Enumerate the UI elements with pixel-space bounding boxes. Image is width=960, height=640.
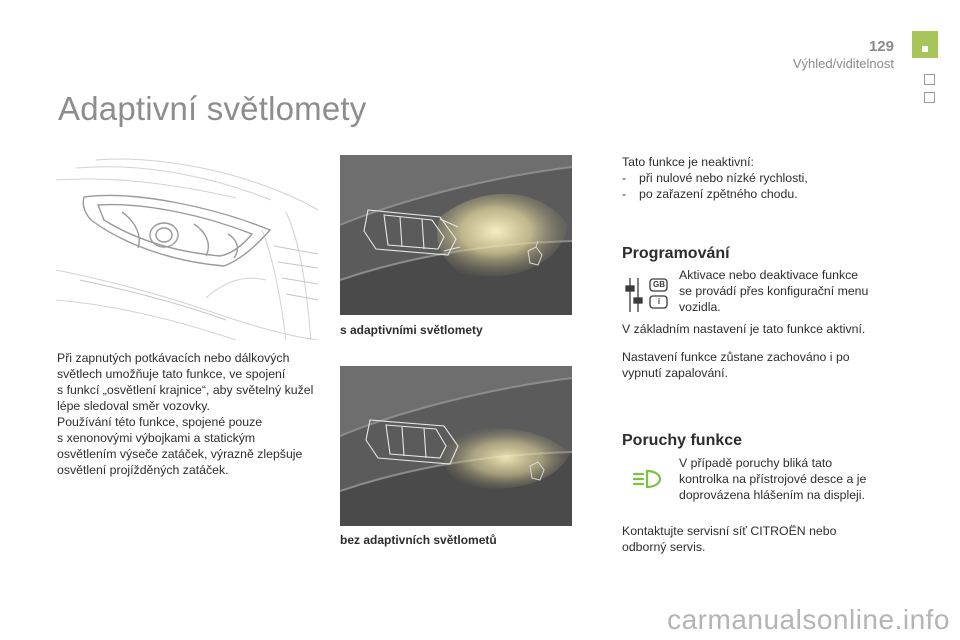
faults-description <box>679 455 889 503</box>
intro-line: s xenonovými výbojkami a statickým <box>57 431 256 445</box>
list-item <box>622 186 882 202</box>
page-title: Adaptivní světlomety <box>58 90 367 127</box>
section-title: Výhled/viditelnost <box>792 56 894 71</box>
chapter-tab-active[interactable] <box>912 31 938 58</box>
description-line: Aktivace nebo deaktivace funkce <box>679 268 859 282</box>
intro-line: osvětlením výseče zatáček, výrazně zlepšuje <box>57 447 303 461</box>
description-line: vozidla. <box>679 300 721 314</box>
programming-description <box>679 267 889 315</box>
description-line: V případě poruchy bliká tato <box>679 456 833 470</box>
list-item <box>622 170 882 186</box>
icon-badge-language: GB <box>653 280 665 289</box>
road-illustration-adaptive <box>340 155 572 315</box>
road-illustration-standard <box>340 366 572 526</box>
intro-paragraph <box>57 350 327 478</box>
faults-heading: Poruchy funkce <box>622 432 743 449</box>
inactive-intro: Tato funkce je neaktivní: <box>622 155 754 169</box>
intro-line: světlech umožňuje tato funkce, ve spojení <box>57 367 286 381</box>
intro-line: Při zapnutých potkávacích nebo dálkových <box>57 351 290 365</box>
note-line: Nastavení funkce zůstane zachováno i po <box>622 350 850 364</box>
inactive-conditions <box>622 154 882 202</box>
description-line: se provádí přes konfigurační menu <box>679 284 869 298</box>
intro-line: osvětlení projížděných zatáček. <box>57 463 229 477</box>
standard-beam-drawing <box>340 366 572 526</box>
intro-line: Používání této funkce, spojené pouze <box>57 415 263 429</box>
list-dash: - <box>622 171 627 185</box>
caption-without-adaptive: bez adaptivních světlometů <box>340 533 497 547</box>
chapter-tab[interactable] <box>924 74 935 85</box>
list-item-text: při nulové nebo nízké rychlosti, <box>639 171 808 185</box>
description-line: doprovázena hlášením na displeji. <box>679 488 865 502</box>
caption-with-adaptive: s adaptivními světlomety <box>340 323 483 337</box>
chapter-tab[interactable] <box>924 92 935 103</box>
intro-line: lépe sledoval směr vozovky. <box>57 399 210 413</box>
page-number: 129 <box>868 38 894 55</box>
note-line: vypnutí zapalování. <box>622 366 728 380</box>
note-line: Kontaktujte servisní síť CITROËN nebo <box>622 524 837 538</box>
programming-heading: Programování <box>622 245 730 262</box>
retained-setting-note <box>622 349 882 381</box>
adaptive-headlight-warning-light <box>631 468 663 490</box>
icon-badge-info: i <box>657 297 661 306</box>
list-item-text: po zařazení zpětného chodu. <box>639 187 798 201</box>
note-line: odborný servis. <box>622 540 706 554</box>
headlight-drawing <box>56 150 318 340</box>
description-line: kontrolka na přístrojové desce a je <box>679 472 867 486</box>
config-menu-icon <box>624 276 670 314</box>
headlight-warning-icon <box>631 468 663 490</box>
list-dash: - <box>622 187 627 201</box>
intro-line: s funkcí „osvětlení krajnice“, aby světelný kužel <box>57 383 314 397</box>
headlight-illustration <box>56 150 318 340</box>
watermark: carmanualsonline.info <box>667 604 950 635</box>
default-setting-note: V základním nastavení je tato funkce aktivní. <box>622 322 866 336</box>
service-contact-note <box>622 523 892 555</box>
adaptive-beam-drawing <box>340 155 572 315</box>
